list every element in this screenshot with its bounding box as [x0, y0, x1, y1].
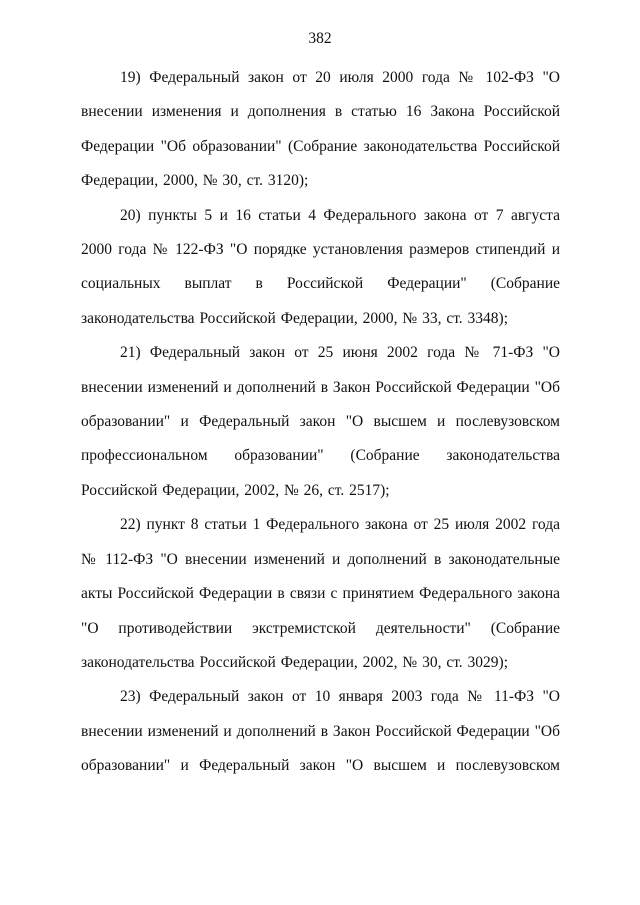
list-item-23: 23) Федеральный закон от 10 января 2003 года № 11-ФЗ "О внесении изменений и дополнений в Закон Российской Федерации "Об образовании" и Федеральный закон "О высшем и послевузовском: [81, 688, 560, 775]
list-item-22: 22) пункт 8 статьи 1 Федерального закона от 25 июля 2002 года № 112-ФЗ "О внесении изменений и дополнений в законодательные акты Российской Федерации в связи с принятием Федерального закона "О противодействии экстремистской деятельности" (Собрание законодательства Российской Федерации, 2002, № 30, ст. 3029);: [81, 516, 560, 671]
page-number: 382: [308, 30, 332, 47]
list-item-20: 20) пункты 5 и 16 статьи 4 Федерального закона от 7 августа 2000 года № 122-ФЗ "О порядке установления размеров стипендий и социальных выплат в Российской Федерации" (Собрание законодательства Российской Федерации, 2000, № 33, ст. 3348);: [81, 206, 560, 327]
list-item-19: 19) Федеральный закон от 20 июля 2000 года № 102-ФЗ "О внесении изменения и дополнения в статью 16 Закона Российской Федерации "Об образовании" (Собрание законодательства Российской Федерации, 2000, № 30, ст. 3120);: [81, 69, 560, 190]
list-item-21: 21) Федеральный закон от 25 июня 2002 года № 71-ФЗ "О внесении изменений и дополнений в Закон Российской Федерации "Об образовании" и Федеральный закон "О высшем и послевузовском профессиональном образовании" (Собрание законодательства Российской Федерации, 2002, № 26, ст. 2517);: [81, 344, 560, 499]
document-body: [81, 61, 560, 784]
